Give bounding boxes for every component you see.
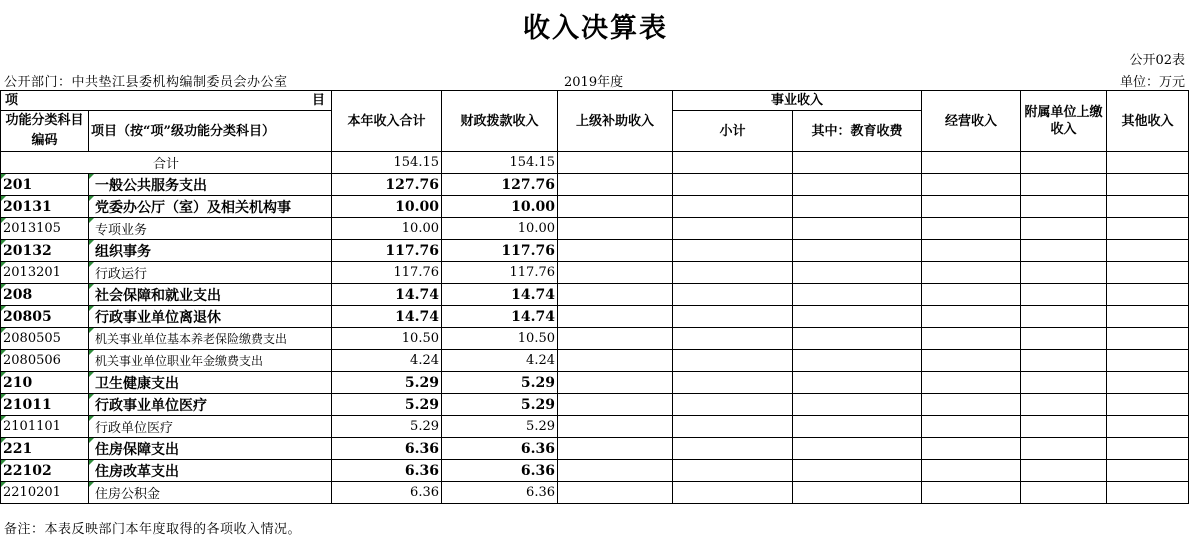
row-name: 行政事业单位医疗 — [89, 394, 332, 416]
table-row — [1, 460, 1189, 482]
row-total: 14.74 — [332, 284, 442, 306]
empty-cell — [1107, 394, 1189, 416]
row-name: 住房公积金 — [89, 482, 332, 504]
table-row — [1, 218, 1189, 240]
empty-cell — [793, 482, 922, 504]
empty-cell — [922, 196, 1021, 218]
empty-cell — [922, 262, 1021, 284]
table-row — [1, 174, 1189, 196]
empty-cell — [558, 482, 673, 504]
empty-cell — [673, 416, 793, 438]
empty-cell — [793, 394, 922, 416]
row-fiscal: 6.36 — [442, 482, 558, 504]
row-code: 201 — [1, 174, 89, 196]
row-total: 4.24 — [332, 350, 442, 372]
row-code: 2080505 — [1, 328, 89, 350]
other-header: 其他收入 — [1107, 91, 1189, 152]
row-name: 行政事业单位离退休 — [89, 306, 332, 328]
row-code: 2013201 — [1, 262, 89, 284]
row-code: 210 — [1, 372, 89, 394]
empty-cell — [1021, 460, 1107, 482]
empty-cell — [922, 328, 1021, 350]
item-right-label: 目 — [311, 93, 325, 108]
empty-cell — [558, 284, 673, 306]
empty-cell — [673, 328, 793, 350]
empty-cell — [1021, 416, 1107, 438]
row-name: 机关事业单位基本养老保险缴费支出 — [89, 328, 332, 350]
empty-cell — [793, 306, 922, 328]
row-name: 住房保障支出 — [89, 438, 332, 460]
empty-cell — [673, 482, 793, 504]
row-name: 社会保障和就业支出 — [89, 284, 332, 306]
operating-header: 经营收入 — [922, 91, 1021, 152]
total-label: 合计 — [1, 152, 332, 174]
row-name: 行政运行 — [89, 262, 332, 284]
empty-cell — [1107, 174, 1189, 196]
row-fiscal: 5.29 — [442, 416, 558, 438]
row-total: 6.36 — [332, 438, 442, 460]
row-code: 20805 — [1, 306, 89, 328]
row-total: 5.29 — [332, 416, 442, 438]
empty-cell — [922, 240, 1021, 262]
empty-cell — [1107, 438, 1189, 460]
table-row — [1, 306, 1189, 328]
row-code: 20131 — [1, 196, 89, 218]
empty-cell — [922, 372, 1021, 394]
row-total: 127.76 — [332, 174, 442, 196]
empty-cell — [793, 438, 922, 460]
row-name: 住房改革支出 — [89, 460, 332, 482]
empty-cell — [673, 350, 793, 372]
empty-cell — [1021, 482, 1107, 504]
row-total: 6.36 — [332, 482, 442, 504]
func-name-header: 项目（按“项”级功能分类科目） — [89, 111, 332, 152]
empty-cell — [1021, 284, 1107, 306]
unit-label: 单位：万元 — [1119, 75, 1185, 90]
row-fiscal: 4.24 — [442, 350, 558, 372]
empty-cell — [1021, 328, 1107, 350]
empty-cell — [1107, 262, 1189, 284]
row-total: 5.29 — [332, 372, 442, 394]
row-total: 10.50 — [332, 328, 442, 350]
empty-cell — [793, 372, 922, 394]
empty-cell — [558, 196, 673, 218]
row-fiscal: 5.29 — [442, 372, 558, 394]
item-left-label: 项 — [5, 93, 19, 108]
empty-cell — [793, 284, 922, 306]
empty-cell — [1107, 306, 1189, 328]
table-row — [1, 328, 1189, 350]
row-code: 2210201 — [1, 482, 89, 504]
empty-cell — [673, 218, 793, 240]
row-code: 2013105 — [1, 218, 89, 240]
empty-cell — [558, 438, 673, 460]
empty-cell — [922, 394, 1021, 416]
empty-cell — [558, 262, 673, 284]
empty-cell — [922, 416, 1021, 438]
row-fiscal: 5.29 — [442, 394, 558, 416]
empty-cell — [673, 174, 793, 196]
superior-header: 上级补助收入 — [558, 91, 673, 152]
empty-cell — [793, 350, 922, 372]
empty-cell — [793, 460, 922, 482]
empty-cell — [1107, 482, 1189, 504]
row-fiscal: 10.00 — [442, 196, 558, 218]
empty-cell — [673, 240, 793, 262]
row-total: 10.00 — [332, 196, 442, 218]
empty-cell — [1021, 394, 1107, 416]
department-label: 公开部门：中共垫江县委机构编制委员会办公室 — [4, 75, 288, 90]
edu-fee-header: 其中：教育收费 — [793, 111, 922, 152]
row-code: 208 — [1, 284, 89, 306]
empty-cell — [793, 262, 922, 284]
empty-cell — [1021, 174, 1107, 196]
empty-cell — [793, 174, 922, 196]
row-total: 5.29 — [332, 394, 442, 416]
table-row — [1, 372, 1189, 394]
footnote: 备注：本表反映部门本年度取得的各项收入情况。 — [4, 522, 302, 537]
row-total: 117.76 — [332, 240, 442, 262]
form-code: 公开02表 — [1129, 53, 1185, 68]
row-fiscal: 127.76 — [442, 174, 558, 196]
business-header: 事业收入 — [673, 91, 922, 111]
row-fiscal: 6.36 — [442, 438, 558, 460]
total-income-value: 154.15 — [332, 152, 442, 174]
empty-cell — [558, 306, 673, 328]
page-title: 收入决算表 — [523, 13, 668, 44]
row-total: 6.36 — [332, 460, 442, 482]
empty-cell — [1021, 372, 1107, 394]
empty-cell — [793, 240, 922, 262]
empty-cell — [922, 460, 1021, 482]
empty-cell — [922, 482, 1021, 504]
empty-cell — [922, 438, 1021, 460]
row-name: 卫生健康支出 — [89, 372, 332, 394]
empty-cell — [1021, 218, 1107, 240]
row-fiscal: 14.74 — [442, 306, 558, 328]
table-row — [1, 262, 1189, 284]
empty-cell — [922, 306, 1021, 328]
empty-cell — [922, 174, 1021, 196]
empty-cell — [793, 218, 922, 240]
empty-cell — [558, 240, 673, 262]
table-row — [1, 482, 1189, 504]
empty-cell — [1021, 306, 1107, 328]
row-fiscal: 117.76 — [442, 240, 558, 262]
empty-cell — [1107, 328, 1189, 350]
subtotal-header: 小计 — [673, 111, 793, 152]
empty-cell — [1021, 262, 1107, 284]
row-code: 21011 — [1, 394, 89, 416]
empty-cell — [558, 350, 673, 372]
row-code: 221 — [1, 438, 89, 460]
row-code: 2080506 — [1, 350, 89, 372]
empty-cell — [558, 372, 673, 394]
table-row — [1, 284, 1189, 306]
row-fiscal: 14.74 — [442, 284, 558, 306]
empty-cell — [1021, 240, 1107, 262]
empty-cell — [793, 416, 922, 438]
empty-cell — [673, 438, 793, 460]
empty-cell — [673, 196, 793, 218]
empty-cell — [1021, 196, 1107, 218]
empty-cell — [1107, 284, 1189, 306]
row-fiscal: 6.36 — [442, 460, 558, 482]
empty-cell — [1107, 196, 1189, 218]
table-row — [1, 416, 1189, 438]
empty-cell — [1107, 240, 1189, 262]
row-name: 党委办公厅（室）及相关机构事 — [89, 196, 332, 218]
row-total: 117.76 — [332, 262, 442, 284]
empty-cell — [1107, 218, 1189, 240]
total-fiscal-value: 154.15 — [442, 152, 558, 174]
row-name: 组织事务 — [89, 240, 332, 262]
row-fiscal: 10.50 — [442, 328, 558, 350]
row-code: 20132 — [1, 240, 89, 262]
item-header — [1, 91, 332, 111]
empty-cell — [558, 218, 673, 240]
table-row — [1, 350, 1189, 372]
empty-cell — [558, 328, 673, 350]
table-row — [1, 240, 1189, 262]
table-row — [1, 196, 1189, 218]
empty-cell — [793, 196, 922, 218]
row-total: 10.00 — [332, 218, 442, 240]
row-name: 专项业务 — [89, 218, 332, 240]
empty-cell — [558, 394, 673, 416]
empty-cell — [1107, 372, 1189, 394]
empty-cell — [1107, 350, 1189, 372]
table-row — [1, 438, 1189, 460]
row-code: 2101101 — [1, 416, 89, 438]
empty-cell — [922, 284, 1021, 306]
fiscal-header: 财政拨款收入 — [442, 91, 558, 152]
empty-cell — [922, 350, 1021, 372]
affiliate-header: 附属单位上缴收入 — [1021, 91, 1107, 152]
row-code: 22102 — [1, 460, 89, 482]
empty-cell — [922, 218, 1021, 240]
row-fiscal: 10.00 — [442, 218, 558, 240]
empty-cell — [558, 460, 673, 482]
empty-cell — [1107, 416, 1189, 438]
row-total: 14.74 — [332, 306, 442, 328]
row-name: 行政单位医疗 — [89, 416, 332, 438]
func-code-header: 功能分类科目编码 — [1, 111, 89, 152]
year-label: 2019年度 — [564, 75, 624, 90]
empty-cell — [673, 394, 793, 416]
empty-cell — [673, 460, 793, 482]
empty-cell — [673, 284, 793, 306]
empty-cell — [1021, 350, 1107, 372]
empty-cell — [673, 262, 793, 284]
income-table — [0, 90, 1189, 504]
empty-cell — [1021, 438, 1107, 460]
total-row — [1, 152, 1189, 174]
table-row — [1, 394, 1189, 416]
row-fiscal: 117.76 — [442, 262, 558, 284]
total-income-header: 本年收入合计 — [332, 91, 442, 152]
empty-cell — [673, 306, 793, 328]
empty-cell — [793, 328, 922, 350]
empty-cell — [558, 174, 673, 196]
row-name: 机关事业单位职业年金缴费支出 — [89, 350, 332, 372]
row-name: 一般公共服务支出 — [89, 174, 332, 196]
empty-cell — [673, 372, 793, 394]
empty-cell — [558, 416, 673, 438]
empty-cell — [1107, 460, 1189, 482]
